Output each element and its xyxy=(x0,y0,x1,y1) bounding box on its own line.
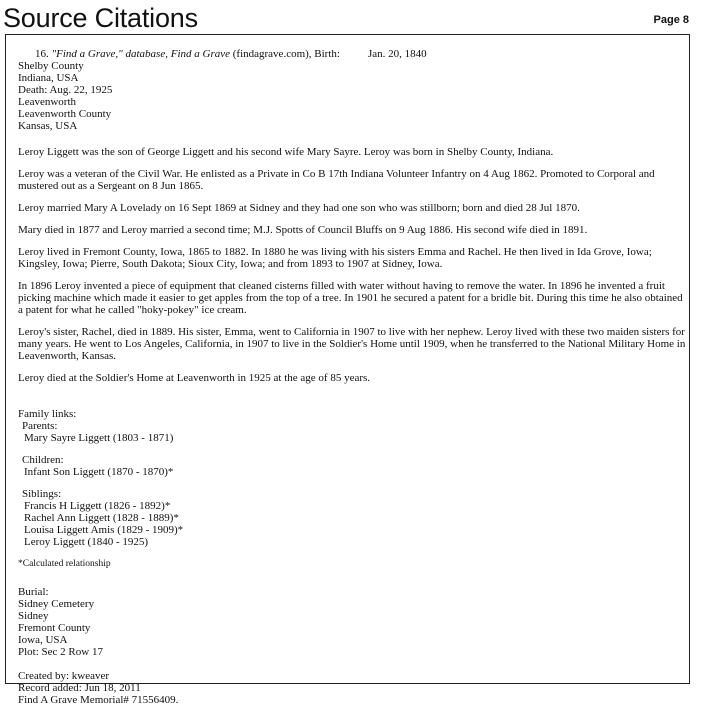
sibling-entry: Rachel Ann Liggett (1828 - 1889)* xyxy=(24,512,179,524)
citation-number: 16. xyxy=(35,48,49,60)
parent-entry: Mary Sayre Liggett (1803 - 1871) xyxy=(24,432,174,444)
bio-paragraph: Leroy was a veteran of the Civil War. He enlisted as a Private in Co B 17th Indiana Volunteer Infantry on 4 Aug 1862. Promoted to Corporal and mustered out as a Sergeant on 8 Jun 1865. xyxy=(18,168,655,192)
child-entry: Infant Son Liggett (1870 - 1870)* xyxy=(24,466,174,478)
parents-label: Parents: xyxy=(22,420,58,432)
death-line: Leavenworth County xyxy=(18,108,112,120)
citation-header-line xyxy=(18,48,686,60)
death-line: Kansas, USA xyxy=(18,120,78,132)
birth-line: Shelby County xyxy=(18,60,84,72)
burial-line: Fremont County xyxy=(18,622,91,634)
citation-source-italic: "Find a Grave," database, Find a Grave xyxy=(51,48,230,60)
family-links xyxy=(18,408,686,570)
bio-paragraph: Leroy lived in Fremont County, Iowa, 1865 to 1882. In 1880 he was living with his sisters Emma and Rachel. He then lived in Ida Grove, Iowa; Kingsley, Iowa; Pierre, South Dakota; Sioux City, Iowa; and from 1893 to 1907 at Sidney, Iowa. xyxy=(18,246,652,270)
bio-paragraph: Mary died in 1877 and Leroy married a second time; M.J. Spotts of Council Bluffs on 9 Aug 1886. His second wife died in 1891. xyxy=(18,224,588,236)
burial-line: Plot: Sec 2 Row 17 xyxy=(18,646,103,658)
sibling-entry: Francis H Liggett (1826 - 1892)* xyxy=(24,500,171,512)
record-line: Created by: kweaver xyxy=(18,670,110,682)
bio-paragraph: Leroy died at the Soldier's Home at Leavenworth in 1925 at the age of 85 years. xyxy=(18,372,371,384)
page-number: Page 8 xyxy=(653,14,689,26)
citation-content xyxy=(18,48,686,706)
bio-paragraph: In 1896 Leroy invented a piece of equipment that cleaned cisterns filled with water without having to remove the water. In 1896 he invented a fruit picking machine which made it easier to get apples from the top of a tree. In 1901 he secured a patent for a bridle bit. During this time he also obtained a patent for what he called "hoky-pokey" ice cream. xyxy=(18,280,683,316)
family-heading: Family links: xyxy=(18,408,77,420)
citation-source-rest: (findagrave.com), Birth: xyxy=(230,48,340,60)
birth-line: Indiana, USA xyxy=(18,72,79,84)
burial-line: Iowa, USA xyxy=(18,634,68,646)
citation-number-wrap xyxy=(35,48,340,60)
death-line: Leavenworth xyxy=(18,96,77,108)
calculated-note: *Calculated relationship xyxy=(18,559,111,569)
burial-label: Burial: xyxy=(18,586,49,598)
bio-paragraph: Leroy married Mary A Lovelady on 16 Sept 1869 at Sidney and they had one son who was stillborn; born and died 28 Jul 1870. xyxy=(18,202,580,214)
burial-line: Sidney Cemetery xyxy=(18,598,95,610)
bio-paragraph: Leroy Liggett was the son of George Liggett and his second wife Mary Sayre. Leroy was born in Shelby County, Indiana. xyxy=(18,146,554,158)
sibling-entry: Leroy Liggett (1840 - 1925) xyxy=(24,536,149,548)
birth-date: Jan. 20, 1840 xyxy=(368,48,427,60)
children-label: Children: xyxy=(22,454,64,466)
record-line: Record added: Jun 18, 2011 xyxy=(18,682,141,694)
siblings-label: Siblings: xyxy=(22,488,62,500)
burial-line: Sidney xyxy=(18,610,49,622)
record-section xyxy=(18,670,686,706)
bio-paragraph: Leroy's sister, Rachel, died in 1889. His sister, Emma, went to California in 1907 to live with her nephew. Leroy lived with these two maiden sisters for many years. He went to Los Angeles, California, in 1907 to live in the Soldier's Home until 1909, when he transferred to the National Military Home in Leavenworth, Kansas. xyxy=(18,326,686,362)
sibling-entry: Louisa Liggett Amis (1829 - 1909)* xyxy=(24,524,184,536)
page-title: Source Citations xyxy=(3,3,198,33)
death-line: Death: Aug. 22, 1925 xyxy=(18,84,113,96)
burial-section xyxy=(18,586,686,658)
record-line: Find A Grave Memorial# 71556409. xyxy=(18,694,179,706)
